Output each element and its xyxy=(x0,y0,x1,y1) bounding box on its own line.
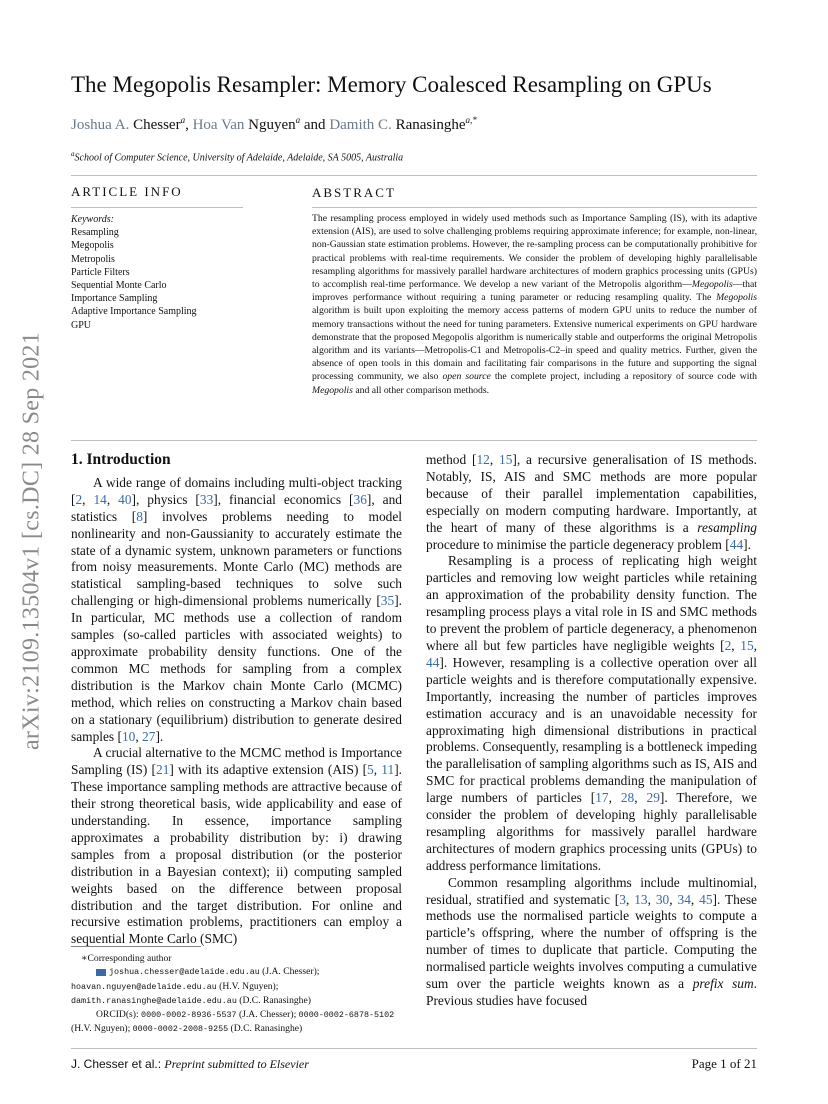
paragraph: A crucial alternative to the MCMC method is Importance Sampling (IS) [21] with its adaptive extension (AIS) [5, 11]. These importance sampling methods are attractive because of their strong theoretical basis, wide applicability and ease of understanding. In essence, importance sampling approximates a probability distribution by: i) drawing samples from a proposal distribution (or the posterior distribution in a Bayesian context); ii) computing sampled weights based on the difference between proposal distribution and the target distribution. For online and recursive estimation problems, practitioners can employ a sequential Monte Carlo (SMC) xyxy=(71,745,403,947)
abstract-divider xyxy=(71,440,757,441)
orcid-line: ORCID(s): 0000-0002-8936-5537 (J.A. Chesser); 0000-0002-6878-5102 xyxy=(96,1009,395,1021)
abstract-text: The resampling process employed in widely used methods such as Importance Sampling (IS), with its adaptive extension (AIS), are used to solve challenging problems requiring approximate inference; for example, non-linear, non-Gaussian state estimation problems. However, the re-sampling process can be computationally prohibitive for practical problems with real-time requirements. We consider the problem of developing highly parallelisable resampling algorithms for massively parallel hardware architectures of modern graphics processing units (GPUs) to accomplish real-time performance. We develop a new variant of the Metropolis algorithm—Megopolis—that improves performance without requiring a tuning parameter or reducing resampling quality. The Megopolis algorithm is built upon exploiting the memory access patterns of modern GPU units to reduce the number of memory transactions without the need for tuning parameters. Extensive numerical experiments on GPU hardware demonstrate that the proposed Megopolis algorithm is numerically stable and outperforms the original Metropolis algorithm and its variants—Metropolis-C1 and Metropolis-C2–in speed and quality metrics. Further, given the absence of open tools in this domain and facilitating fair comparisons in the future and supporting the signal processing community, we also open source the complete project, including a repository of source code with Megopolis and all other comparison methods. xyxy=(312,213,757,396)
email-line-3: damith.ranasinghe@adelaide.edu.au (D.C. Ranasinghe) xyxy=(71,994,311,1006)
paper-title: The Megopolis Resampler: Memory Coalesced Resampling on GPUs xyxy=(71,72,712,97)
email-line-2: hoavan.nguyen@adelaide.edu.au (H.V. Nguyen); xyxy=(71,980,279,992)
keyword: Adaptive Importance Sampling xyxy=(71,306,197,318)
email-link[interactable]: hoavan.nguyen@adelaide.edu.au xyxy=(71,981,217,992)
keyword: Importance Sampling xyxy=(71,293,158,305)
citation-link[interactable]: 14 xyxy=(93,491,107,507)
paragraph: method [12, 15], a recursive generalisation of IS methods. Notably, IS, AIS and SMC methods are more popular because of their parallel implementation capabilities, especially on modern computing hardware. Importantly, at the heart of many of these algorithms is a resampling procedure to minimise the particle degeneracy problem [44]. xyxy=(426,452,757,552)
page-number: Page 1 of 21 xyxy=(691,1056,757,1071)
article-info-rule xyxy=(71,207,243,208)
author-3: Damith C. Ranasinghe$^{a,*}$ xyxy=(329,115,477,133)
citation-link[interactable]: 21 xyxy=(156,762,170,778)
citation-link[interactable]: 28 xyxy=(620,790,635,806)
footnote xyxy=(71,952,401,1037)
keywords-label: Keywords: xyxy=(71,214,114,225)
citation-link[interactable]: 45 xyxy=(699,891,713,907)
email-link[interactable]: joshua.chesser@adelaide.edu.au xyxy=(109,967,260,978)
citation-link[interactable]: 34 xyxy=(677,891,691,907)
keyword: GPU xyxy=(71,319,92,331)
citation-link[interactable]: 30 xyxy=(655,891,670,907)
keyword: Metropolis xyxy=(71,253,115,265)
author-1: Joshua A. Chesser$^a$, xyxy=(71,115,193,133)
citation-link[interactable]: 11 xyxy=(381,762,395,778)
left-column xyxy=(71,452,402,948)
arxiv-identifier: arXiv:2109.13504v1 [cs.DC] 28 Sep 2021 xyxy=(18,331,45,751)
keywords-block xyxy=(71,213,197,332)
abstract-heading: ABSTRACT xyxy=(312,185,396,200)
citation-link[interactable]: 35 xyxy=(380,593,395,609)
corresponding-author-note: ∗Corresponding author xyxy=(81,953,172,964)
author-list xyxy=(71,115,477,134)
footer-citation: J. Chesser et al.: Preprint submitted to Elsevier xyxy=(71,1057,309,1071)
citation-link[interactable]: 5 xyxy=(367,762,374,778)
footer-divider xyxy=(71,1048,757,1049)
email-line-1: joshua.chesser@adelaide.edu.au (J.A. Chesser); xyxy=(71,965,401,979)
paragraph: Common resampling algorithms include multinomial, residual, stratified and systematic [3, 13, 30, 34, 45]. These methods use the normalised particle weights to compute a particle’s offspring, where the number of offspring is the number of times to duplicate that particle. Computing the normalised particle weights involves computing a cumulative sum over the particle weights known as a prefix sum. Previous studies have focused xyxy=(426,874,758,1008)
citation-link[interactable]: 44 xyxy=(729,536,744,552)
citation-link[interactable]: 3 xyxy=(619,891,626,907)
orcid-line-2: (H.V. Nguyen); 0000-0002-2008-9255 (D.C. Ranasinghe) xyxy=(71,1023,303,1035)
abstract-rule xyxy=(312,207,757,208)
citation-link[interactable]: 33 xyxy=(199,491,214,507)
citation-link[interactable]: 15 xyxy=(740,637,754,653)
keyword: Particle Filters xyxy=(71,266,130,278)
citation-link[interactable]: 2 xyxy=(724,637,732,653)
keyword: Megopolis xyxy=(71,240,114,252)
footnote-rule xyxy=(71,946,201,947)
citation-link[interactable]: 2 xyxy=(75,491,83,507)
citation-link[interactable]: 44 xyxy=(426,654,440,670)
citation-link[interactable]: 12 xyxy=(476,452,490,467)
citation-link[interactable]: 13 xyxy=(634,891,648,907)
affiliation: $^a$School of Computer Science, University of Adelaide, Adelaide, SA 5005, Australia xyxy=(71,150,404,164)
header-divider xyxy=(71,175,757,176)
arxiv-sidebar xyxy=(12,296,52,786)
section-heading-introduction: 1. Introduction xyxy=(71,451,171,468)
author-2: Hoa Van Nguyen$^a$ and xyxy=(192,115,330,133)
citation-link[interactable]: 40 xyxy=(118,491,132,507)
email-link[interactable]: damith.ranasinghe@adelaide.edu.au xyxy=(71,995,237,1006)
keyword: Resampling xyxy=(71,227,119,239)
keywords-list xyxy=(71,226,197,332)
citation-link[interactable]: 29 xyxy=(646,790,660,806)
citation-link[interactable]: 36 xyxy=(353,491,367,507)
article-info-heading: ARTICLE INFO xyxy=(71,184,183,199)
citation-link[interactable]: 10 xyxy=(121,728,136,744)
citation-link[interactable]: 27 xyxy=(142,728,156,744)
citation-link[interactable]: 17 xyxy=(595,790,609,806)
citation-link[interactable]: 8 xyxy=(136,508,143,524)
right-column xyxy=(426,452,757,1010)
paragraph: A wide range of domains including multi-object tracking [2, 14, 40], physics [33], financial economics [36], and statistics [8] involves problems needing to model nonlinearity and non-Gaussianity to accurately estimate the state of a dynamic system, unknown parameters or functions from noisy measurements. Monte Carlo (MC) methods are statistical sampling-based techniques to solve such challenging or high-dimensional problems numerically [35]. In particular, MC methods use a collection of random samples (so-called particles with associated weights) to approximate probability density functions. One of the common MC methods for sampling from a complex distribution is the Markov chain Monte Carlo (MCMC) method, which relies on constructing a Markov chain based on a stationary (equilibrium) distribution to generate desired samples [10, 27]. xyxy=(71,474,402,744)
paragraph: Resampling is a process of replicating high weight particles and removing low weight particles while retaining an approximation of the probability density function. The resampling process plays a vital role in IS and SMC methods to prevent the problem of particle degeneracy, a phenomenon where all but few particles have negligible weights [2, 15, 44]. However, resampling is a collective operation over all particle weights and is therefore computationally expensive. Importantly, increasing the number of particles improves estimation accuracy and is an unavoidable necessity for approximating high dimensional distributions in practical problems. Consequently, resampling is a bottleneck impeding the parallelisation of sampling algorithms such as IS, AIS and SMC for practical problems demanding the manipulation of large numbers of particles [17, 28, 29]. Therefore, we consider the problem of developing highly parallelisable resampling algorithms for massively parallel hardware architectures of modern graphics processing units (GPUs) to address performance limitations. xyxy=(426,553,757,873)
keyword: Sequential Monte Carlo xyxy=(71,280,167,292)
citation-link[interactable]: 15 xyxy=(499,452,513,467)
envelope-icon xyxy=(96,969,106,976)
